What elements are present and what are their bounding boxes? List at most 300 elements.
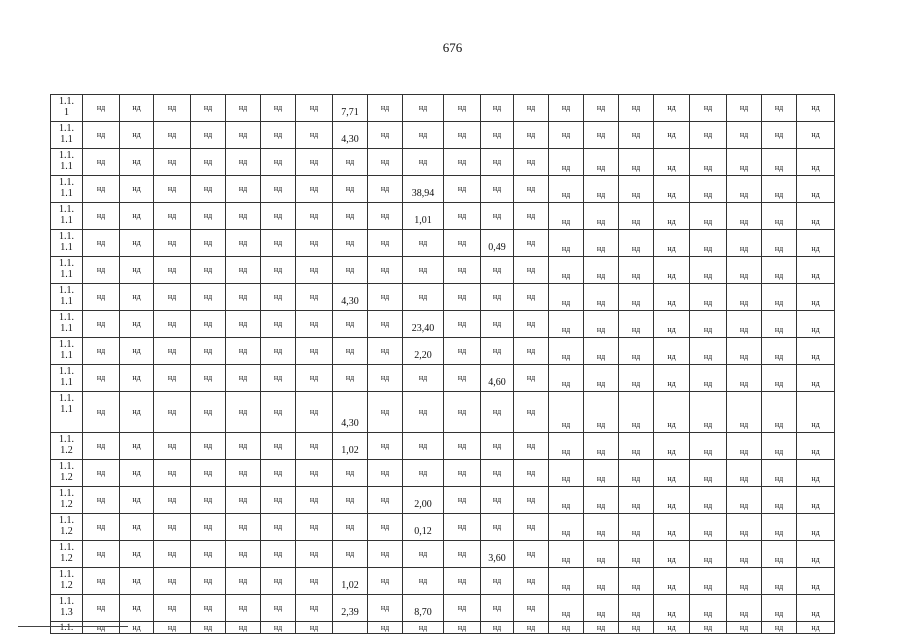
- nd-cell: нд: [333, 338, 368, 365]
- nd-cell: нд: [481, 311, 514, 338]
- nd-cell: нд: [654, 311, 690, 338]
- nd-cell: нд: [619, 338, 654, 365]
- nd-cell: нд: [619, 514, 654, 541]
- nd-cell: нд: [368, 568, 403, 595]
- nd-cell: нд: [83, 433, 120, 460]
- nd-cell: нд: [481, 622, 514, 634]
- nd-cell: нд: [727, 338, 762, 365]
- nd-cell: нд: [654, 392, 690, 433]
- nd-cell: нд: [83, 365, 120, 392]
- nd-cell: нд: [549, 257, 584, 284]
- nd-cell: нд: [514, 284, 549, 311]
- nd-cell: нд: [584, 257, 619, 284]
- nd-cell: нд: [154, 311, 191, 338]
- nd-cell: нд: [690, 460, 727, 487]
- nd-cell: нд: [83, 460, 120, 487]
- nd-cell: нд: [654, 176, 690, 203]
- nd-cell: нд: [261, 149, 296, 176]
- table-row: [51, 487, 835, 514]
- value-cell: 8,70: [403, 595, 444, 622]
- nd-cell: нд: [154, 514, 191, 541]
- nd-cell: нд: [654, 149, 690, 176]
- nd-cell: нд: [261, 622, 296, 634]
- nd-cell: нд: [584, 311, 619, 338]
- nd-cell: нд: [762, 568, 797, 595]
- nd-cell: нд: [154, 257, 191, 284]
- nd-cell: нд: [83, 338, 120, 365]
- nd-cell: нд: [444, 392, 481, 433]
- nd-cell: нд: [444, 122, 481, 149]
- nd-cell: нд: [226, 514, 261, 541]
- nd-cell: нд: [444, 568, 481, 595]
- nd-cell: нд: [762, 95, 797, 122]
- nd-cell: нд: [584, 514, 619, 541]
- nd-cell: нд: [368, 311, 403, 338]
- nd-cell: нд: [619, 257, 654, 284]
- nd-cell: нд: [154, 176, 191, 203]
- nd-cell: нд: [154, 122, 191, 149]
- nd-cell: нд: [296, 311, 333, 338]
- nd-cell: нд: [584, 433, 619, 460]
- nd-cell: нд: [368, 433, 403, 460]
- nd-cell: нд: [83, 95, 120, 122]
- nd-cell: нд: [191, 230, 226, 257]
- nd-cell: нд: [191, 257, 226, 284]
- nd-cell: нд: [83, 311, 120, 338]
- value-cell: 38,94: [403, 176, 444, 203]
- nd-cell: нд: [403, 622, 444, 634]
- nd-cell: нд: [226, 311, 261, 338]
- nd-cell: нд: [261, 487, 296, 514]
- table-body: [51, 95, 835, 634]
- nd-cell: нд: [797, 433, 835, 460]
- nd-cell: нд: [333, 514, 368, 541]
- nd-cell: нд: [444, 311, 481, 338]
- nd-cell: нд: [619, 365, 654, 392]
- nd-cell: нд: [261, 568, 296, 595]
- nd-cell: нд: [797, 622, 835, 634]
- nd-cell: нд: [690, 487, 727, 514]
- nd-cell: нд: [444, 487, 481, 514]
- nd-cell: нд: [584, 176, 619, 203]
- nd-cell: нд: [261, 541, 296, 568]
- nd-cell: нд: [333, 203, 368, 230]
- nd-cell: нд: [296, 284, 333, 311]
- nd-cell: нд: [154, 433, 191, 460]
- nd-cell: нд: [549, 311, 584, 338]
- nd-cell: нд: [333, 311, 368, 338]
- nd-cell: нд: [584, 541, 619, 568]
- nd-cell: нд: [514, 257, 549, 284]
- nd-cell: нд: [403, 284, 444, 311]
- nd-cell: нд: [514, 487, 549, 514]
- nd-cell: нд: [154, 392, 191, 433]
- nd-cell: нд: [654, 284, 690, 311]
- table-row: [51, 338, 835, 365]
- nd-cell: нд: [191, 460, 226, 487]
- nd-cell: нд: [690, 176, 727, 203]
- nd-cell: нд: [444, 230, 481, 257]
- nd-cell: нд: [83, 284, 120, 311]
- nd-cell: нд: [727, 176, 762, 203]
- nd-cell: нд: [226, 176, 261, 203]
- nd-cell: нд: [549, 122, 584, 149]
- nd-cell: нд: [727, 595, 762, 622]
- nd-cell: нд: [514, 595, 549, 622]
- nd-cell: нд: [654, 460, 690, 487]
- nd-cell: нд: [333, 230, 368, 257]
- nd-cell: нд: [584, 595, 619, 622]
- nd-cell: нд: [83, 487, 120, 514]
- nd-cell: нд: [584, 568, 619, 595]
- nd-cell: нд: [191, 95, 226, 122]
- nd-cell: нд: [154, 487, 191, 514]
- nd-cell: нд: [261, 433, 296, 460]
- nd-cell: нд: [654, 595, 690, 622]
- nd-cell: нд: [481, 514, 514, 541]
- nd-cell: нд: [619, 176, 654, 203]
- nd-cell: нд: [226, 365, 261, 392]
- nd-cell: нд: [514, 433, 549, 460]
- nd-cell: нд: [261, 284, 296, 311]
- nd-cell: нд: [797, 257, 835, 284]
- nd-cell: нд: [762, 230, 797, 257]
- nd-cell: нд: [333, 541, 368, 568]
- nd-cell: нд: [481, 487, 514, 514]
- row-id-cell: 1.1. 1.3: [51, 595, 83, 622]
- nd-cell: нд: [727, 122, 762, 149]
- nd-cell: нд: [762, 392, 797, 433]
- nd-cell: нд: [154, 568, 191, 595]
- data-table: [50, 94, 835, 634]
- table-row: [51, 230, 835, 257]
- nd-cell: нд: [154, 230, 191, 257]
- nd-cell: нд: [762, 541, 797, 568]
- nd-cell: нд: [368, 487, 403, 514]
- nd-cell: нд: [584, 460, 619, 487]
- nd-cell: нд: [762, 514, 797, 541]
- nd-cell: нд: [191, 365, 226, 392]
- nd-cell: нд: [403, 149, 444, 176]
- nd-cell: нд: [727, 284, 762, 311]
- nd-cell: нд: [549, 95, 584, 122]
- nd-cell: нд: [296, 149, 333, 176]
- nd-cell: нд: [368, 149, 403, 176]
- nd-cell: нд: [261, 595, 296, 622]
- nd-cell: нд: [762, 622, 797, 634]
- row-id-cell: 1.1. 1.1: [51, 392, 83, 433]
- nd-cell: нд: [584, 284, 619, 311]
- nd-cell: нд: [444, 257, 481, 284]
- nd-cell: нд: [83, 203, 120, 230]
- nd-cell: нд: [584, 392, 619, 433]
- nd-cell: нд: [120, 122, 154, 149]
- nd-cell: нд: [226, 487, 261, 514]
- nd-cell: нд: [584, 338, 619, 365]
- nd-cell: нд: [333, 149, 368, 176]
- nd-cell: нд: [690, 284, 727, 311]
- row-id-cell: 1.1. 1.1: [51, 284, 83, 311]
- nd-cell: нд: [403, 460, 444, 487]
- nd-cell: нд: [797, 203, 835, 230]
- row-id-cell: 1.1. 1.1: [51, 176, 83, 203]
- nd-cell: нд: [514, 622, 549, 634]
- nd-cell: нд: [549, 149, 584, 176]
- nd-cell: нд: [481, 460, 514, 487]
- nd-cell: нд: [226, 149, 261, 176]
- nd-cell: нд: [762, 203, 797, 230]
- nd-cell: нд: [481, 392, 514, 433]
- nd-cell: нд: [514, 95, 549, 122]
- value-cell: 2,39: [333, 595, 368, 622]
- nd-cell: нд: [226, 257, 261, 284]
- row-id-cell: 1.1.: [51, 622, 83, 634]
- nd-cell: нд: [444, 95, 481, 122]
- nd-cell: нд: [83, 230, 120, 257]
- nd-cell: нд: [333, 487, 368, 514]
- nd-cell: нд: [444, 365, 481, 392]
- nd-cell: нд: [120, 460, 154, 487]
- nd-cell: нд: [514, 122, 549, 149]
- nd-cell: нд: [261, 365, 296, 392]
- nd-cell: нд: [619, 230, 654, 257]
- nd-cell: нд: [191, 176, 226, 203]
- nd-cell: нд: [226, 568, 261, 595]
- nd-cell: нд: [727, 541, 762, 568]
- nd-cell: нд: [154, 284, 191, 311]
- nd-cell: нд: [727, 365, 762, 392]
- nd-cell: нд: [690, 392, 727, 433]
- nd-cell: нд: [549, 568, 584, 595]
- nd-cell: нд: [154, 203, 191, 230]
- nd-cell: нд: [191, 514, 226, 541]
- nd-cell: нд: [690, 514, 727, 541]
- nd-cell: нд: [690, 365, 727, 392]
- nd-cell: нд: [797, 460, 835, 487]
- row-id-cell: 1.1. 1.1: [51, 149, 83, 176]
- footnote-rule: [18, 626, 128, 627]
- nd-cell: нд: [296, 622, 333, 634]
- nd-cell: нд: [619, 203, 654, 230]
- nd-cell: нд: [120, 284, 154, 311]
- nd-cell: нд: [191, 622, 226, 634]
- nd-cell: нд: [654, 514, 690, 541]
- nd-cell: нд: [120, 365, 154, 392]
- nd-cell: нд: [83, 257, 120, 284]
- nd-cell: нд: [727, 230, 762, 257]
- nd-cell: нд: [226, 203, 261, 230]
- nd-cell: нд: [727, 203, 762, 230]
- nd-cell: нд: [762, 284, 797, 311]
- nd-cell: нд: [654, 203, 690, 230]
- row-id-cell: 1.1. 1.2: [51, 487, 83, 514]
- value-cell: 4,30: [333, 392, 368, 433]
- value-cell: 23,40: [403, 311, 444, 338]
- nd-cell: нд: [296, 203, 333, 230]
- nd-cell: нд: [797, 311, 835, 338]
- nd-cell: нд: [296, 433, 333, 460]
- nd-cell: нд: [549, 338, 584, 365]
- nd-cell: нд: [191, 541, 226, 568]
- table-row: [51, 149, 835, 176]
- nd-cell: нд: [191, 595, 226, 622]
- nd-cell: нд: [226, 284, 261, 311]
- nd-cell: нд: [481, 284, 514, 311]
- nd-cell: нд: [797, 541, 835, 568]
- nd-cell: нд: [514, 541, 549, 568]
- nd-cell: нд: [191, 149, 226, 176]
- nd-cell: нд: [154, 541, 191, 568]
- nd-cell: нд: [690, 541, 727, 568]
- table-row: [51, 514, 835, 541]
- nd-cell: нд: [514, 311, 549, 338]
- nd-cell: нд: [444, 203, 481, 230]
- nd-cell: нд: [120, 257, 154, 284]
- nd-cell: нд: [261, 95, 296, 122]
- nd-cell: нд: [481, 149, 514, 176]
- nd-cell: нд: [444, 460, 481, 487]
- nd-cell: нд: [549, 487, 584, 514]
- nd-cell: нд: [549, 595, 584, 622]
- nd-cell: нд: [226, 595, 261, 622]
- nd-cell: нд: [296, 95, 333, 122]
- table-row: [51, 433, 835, 460]
- nd-cell: нд: [333, 460, 368, 487]
- nd-cell: нд: [549, 284, 584, 311]
- nd-cell: нд: [261, 176, 296, 203]
- nd-cell: нд: [514, 230, 549, 257]
- nd-cell: нд: [154, 95, 191, 122]
- nd-cell: нд: [690, 595, 727, 622]
- value-cell: 1,02: [333, 433, 368, 460]
- nd-cell: нд: [619, 622, 654, 634]
- nd-cell: нд: [549, 514, 584, 541]
- nd-cell: нд: [690, 568, 727, 595]
- nd-cell: нд: [654, 122, 690, 149]
- nd-cell: нд: [690, 338, 727, 365]
- nd-cell: нд: [654, 487, 690, 514]
- nd-cell: нд: [444, 541, 481, 568]
- nd-cell: нд: [762, 122, 797, 149]
- nd-cell: нд: [727, 311, 762, 338]
- nd-cell: нд: [727, 622, 762, 634]
- nd-cell: нд: [120, 568, 154, 595]
- nd-cell: нд: [481, 257, 514, 284]
- nd-cell: нд: [333, 257, 368, 284]
- nd-cell: нд: [120, 176, 154, 203]
- nd-cell: нд: [120, 392, 154, 433]
- nd-cell: нд: [444, 149, 481, 176]
- nd-cell: нд: [514, 149, 549, 176]
- nd-cell: нд: [120, 595, 154, 622]
- nd-cell: нд: [403, 568, 444, 595]
- table-row: [51, 622, 835, 634]
- nd-cell: нд: [261, 257, 296, 284]
- nd-cell: нд: [120, 95, 154, 122]
- nd-cell: нд: [797, 230, 835, 257]
- nd-cell: нд: [619, 460, 654, 487]
- nd-cell: нд: [797, 392, 835, 433]
- nd-cell: нд: [226, 230, 261, 257]
- nd-cell: нд: [191, 122, 226, 149]
- nd-cell: нд: [83, 176, 120, 203]
- nd-cell: нд: [261, 338, 296, 365]
- nd-cell: нд: [191, 487, 226, 514]
- nd-cell: нд: [549, 622, 584, 634]
- table-row: [51, 284, 835, 311]
- nd-cell: нд: [191, 392, 226, 433]
- nd-cell: нд: [444, 433, 481, 460]
- nd-cell: нд: [403, 257, 444, 284]
- nd-cell: нд: [444, 338, 481, 365]
- nd-cell: нд: [797, 568, 835, 595]
- row-id-cell: 1.1. 1.1: [51, 257, 83, 284]
- nd-cell: нд: [727, 433, 762, 460]
- nd-cell: нд: [481, 338, 514, 365]
- nd-cell: нд: [83, 514, 120, 541]
- nd-cell: нд: [368, 257, 403, 284]
- nd-cell: нд: [226, 122, 261, 149]
- nd-cell: нд: [296, 122, 333, 149]
- nd-cell: нд: [654, 541, 690, 568]
- nd-cell: нд: [797, 365, 835, 392]
- nd-cell: нд: [654, 257, 690, 284]
- nd-cell: нд: [191, 433, 226, 460]
- value-cell: 1,01: [403, 203, 444, 230]
- nd-cell: нд: [226, 392, 261, 433]
- nd-cell: нд: [797, 487, 835, 514]
- table-row: [51, 311, 835, 338]
- table-row: [51, 595, 835, 622]
- nd-cell: нд: [727, 514, 762, 541]
- nd-cell: нд: [296, 595, 333, 622]
- table-row: [51, 541, 835, 568]
- nd-cell: нд: [120, 203, 154, 230]
- nd-cell: нд: [261, 514, 296, 541]
- nd-cell: нд: [654, 433, 690, 460]
- nd-cell: нд: [654, 95, 690, 122]
- nd-cell: нд: [120, 149, 154, 176]
- nd-cell: нд: [154, 595, 191, 622]
- nd-cell: нд: [261, 122, 296, 149]
- nd-cell: нд: [226, 541, 261, 568]
- nd-cell: нд: [690, 257, 727, 284]
- nd-cell: нд: [619, 122, 654, 149]
- table-row: [51, 257, 835, 284]
- nd-cell: нд: [549, 392, 584, 433]
- nd-cell: нд: [296, 338, 333, 365]
- nd-cell: нд: [584, 95, 619, 122]
- nd-cell: нд: [619, 149, 654, 176]
- table-row: [51, 176, 835, 203]
- nd-cell: нд: [619, 541, 654, 568]
- nd-cell: нд: [619, 95, 654, 122]
- nd-cell: нд: [261, 311, 296, 338]
- nd-cell: нд: [444, 176, 481, 203]
- nd-cell: нд: [403, 122, 444, 149]
- nd-cell: нд: [797, 595, 835, 622]
- nd-cell: нд: [403, 433, 444, 460]
- nd-cell: нд: [797, 95, 835, 122]
- nd-cell: нд: [403, 541, 444, 568]
- nd-cell: нд: [83, 541, 120, 568]
- nd-cell: нд: [403, 365, 444, 392]
- nd-cell: нд: [797, 176, 835, 203]
- nd-cell: нд: [368, 284, 403, 311]
- nd-cell: нд: [481, 568, 514, 595]
- nd-cell: нд: [403, 392, 444, 433]
- nd-cell: нд: [296, 568, 333, 595]
